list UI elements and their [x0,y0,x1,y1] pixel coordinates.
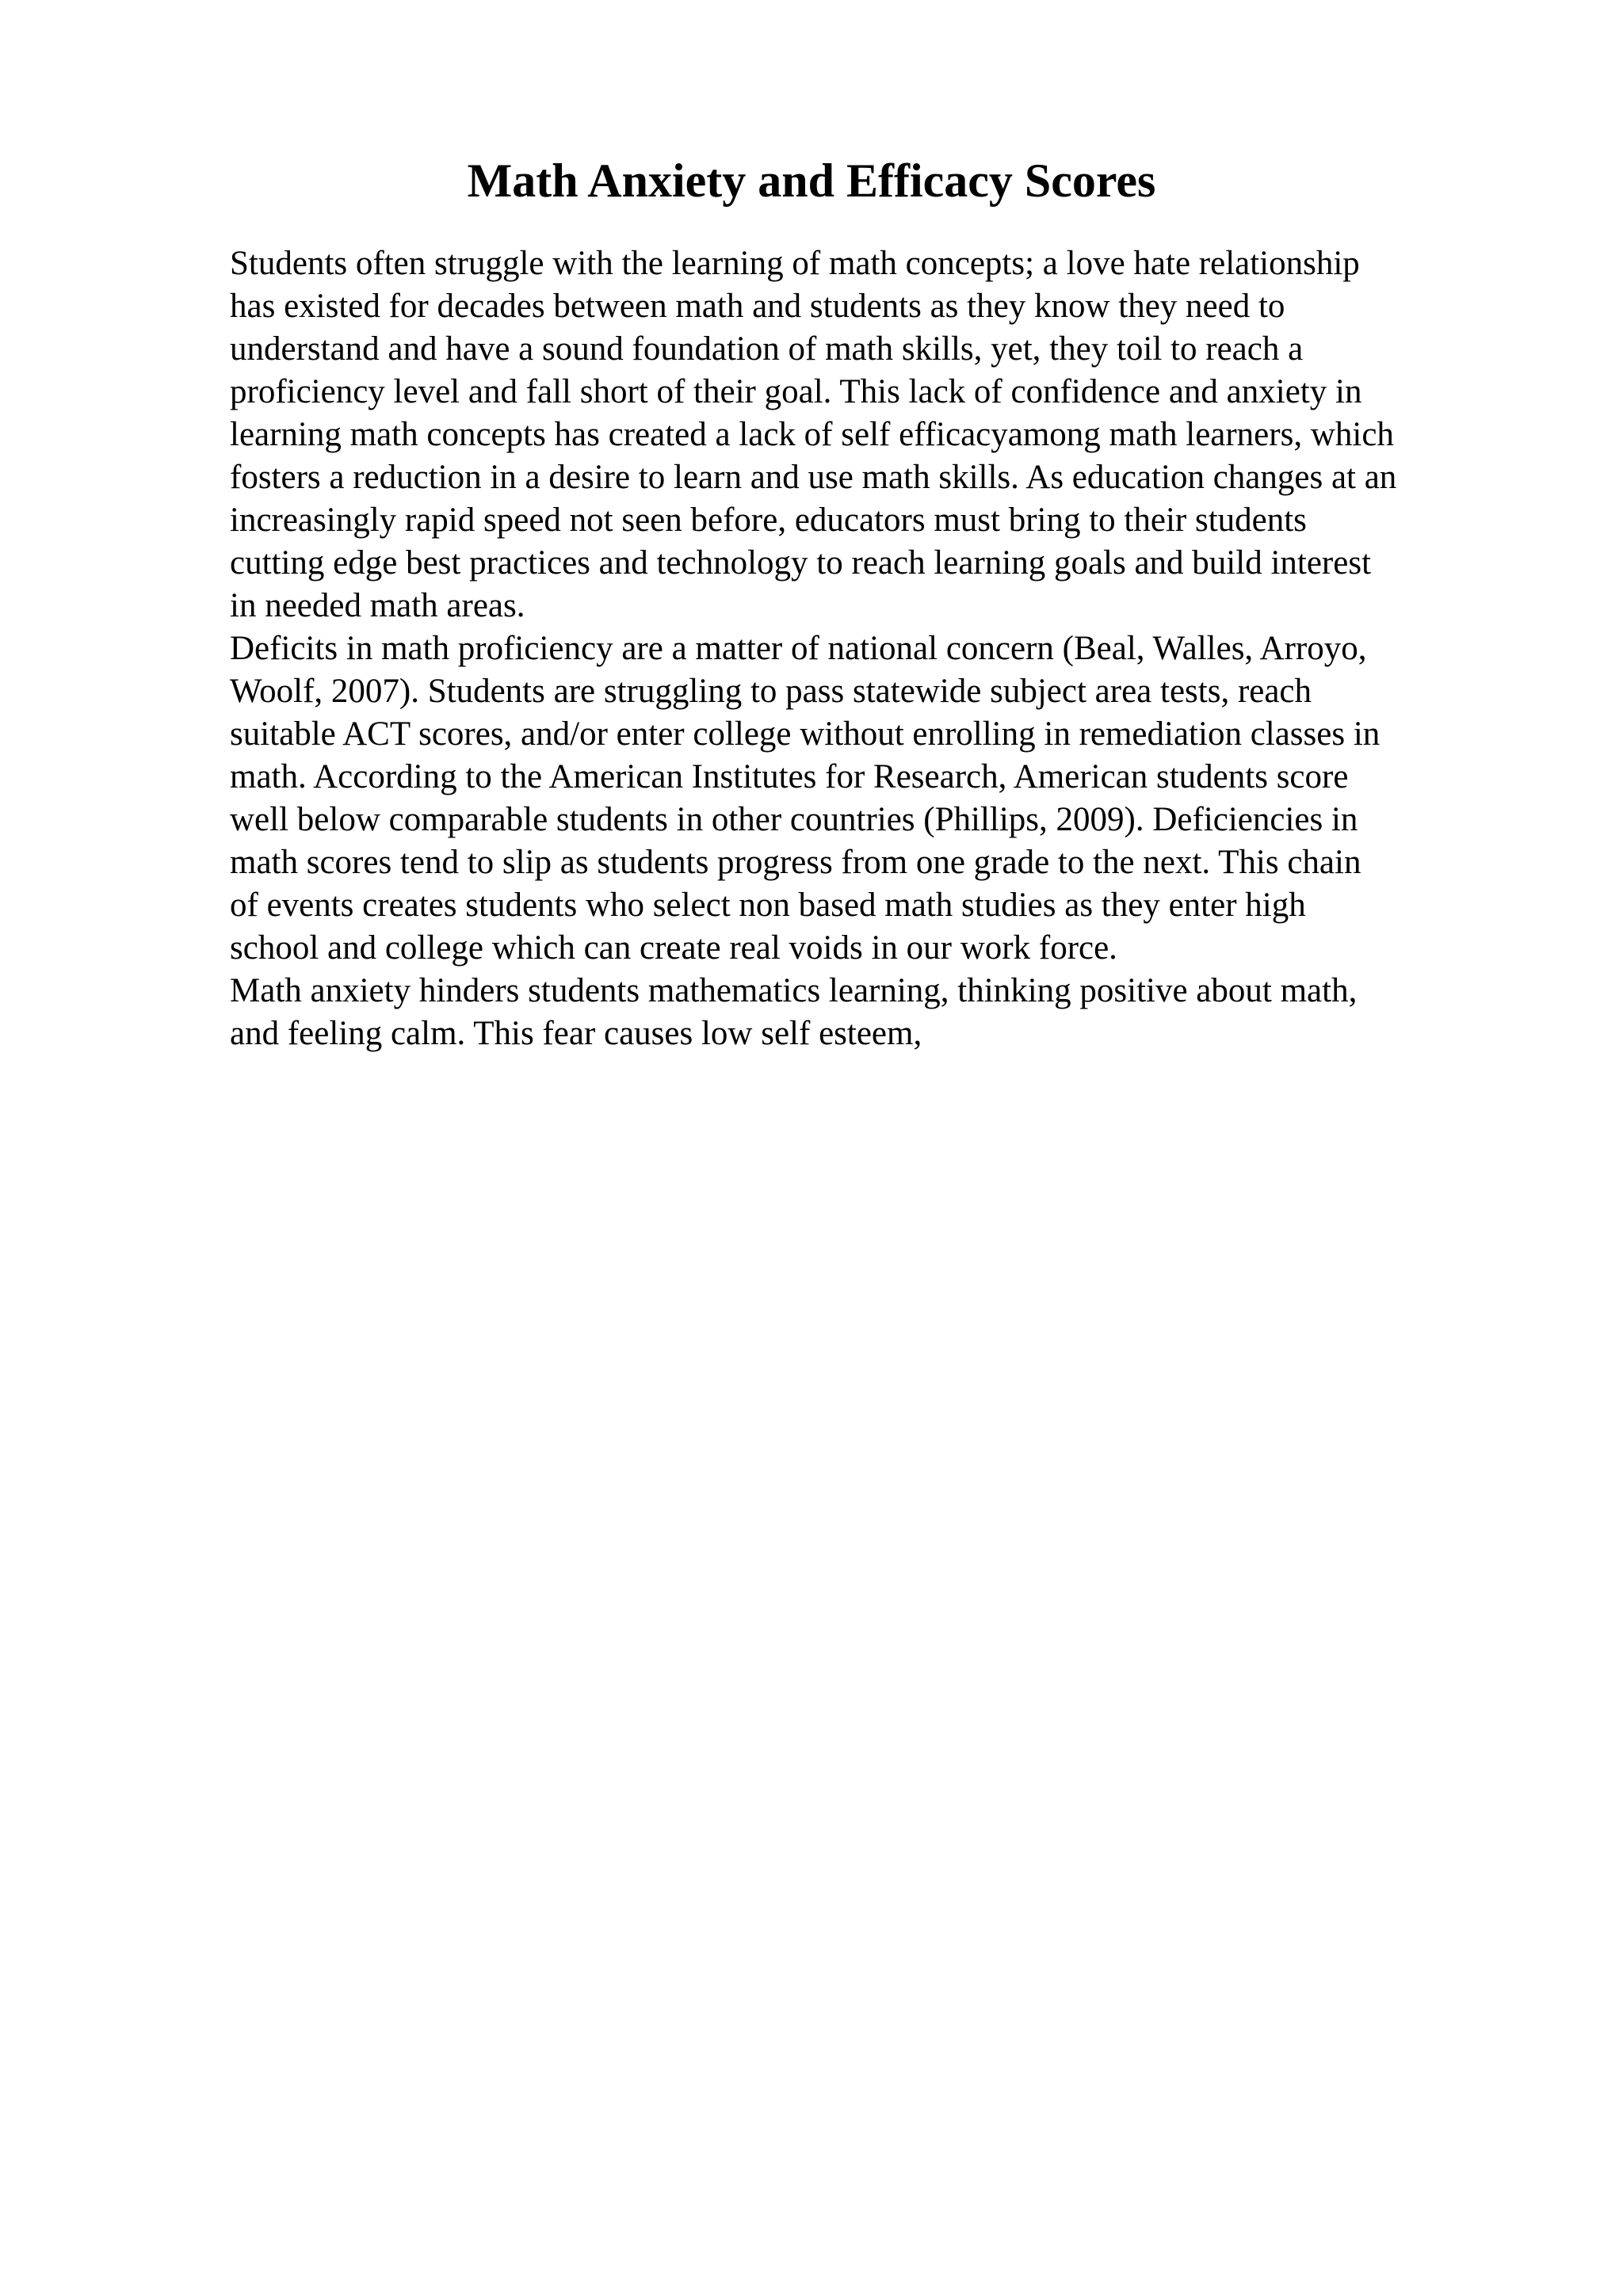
text-line: well below comparable students in other countries (Phillips, 2009). Deficiencies in [230,801,1358,838]
text-line: suitable ACT scores, and/or enter college without enrolling in remediation classes in [230,715,1381,753]
text-line: math. According to the American Institutes for Research, American students score [230,758,1349,795]
text-line: Students often struggle with the learning of math concepts; a love hate relationship [230,245,1360,282]
document-body [230,242,1529,1055]
text-line: increasingly rapid speed not seen before, educators must bring to their students [230,502,1307,539]
document-title: Math Anxiety and Efficacy Scores [467,154,1156,207]
text-line: learning math concepts has created a lack of self efficacyamong math learners, which [230,416,1394,453]
text-line: and feeling calm. This fear causes low self esteem, [230,1015,922,1052]
text-line: fosters a reduction in a desire to learn and use math skills. As education changes at an [230,459,1397,496]
text-line: Math anxiety hinders students mathematics learning, thinking positive about math, [230,972,1358,1009]
text-line: Woolf, 2007). Students are struggling to pass statewide subject area tests, reach [230,673,1312,710]
text-line: has existed for decades between math and students as they know they need to [230,288,1285,325]
text-line: understand and have a sound foundation of math skills, yet, they toil to reach a [230,330,1304,368]
text-line: Deficits in math proficiency are a matter of national concern (Beal, Walles, Arroyo, [230,630,1367,667]
text-line: of events creates students who select non based math studies as they enter high [230,887,1306,924]
text-line: school and college which can create real voids in our work force. [230,929,1117,967]
text-line: cutting edge best practices and technology to reach learning goals and build interest [230,544,1372,582]
text-line: in needed math areas. [230,587,525,624]
text-line: math scores tend to slip as students progress from one grade to the next. This chain [230,844,1361,881]
text-line: proficiency level and fall short of their goal. This lack of confidence and anxiety in [230,373,1362,410]
